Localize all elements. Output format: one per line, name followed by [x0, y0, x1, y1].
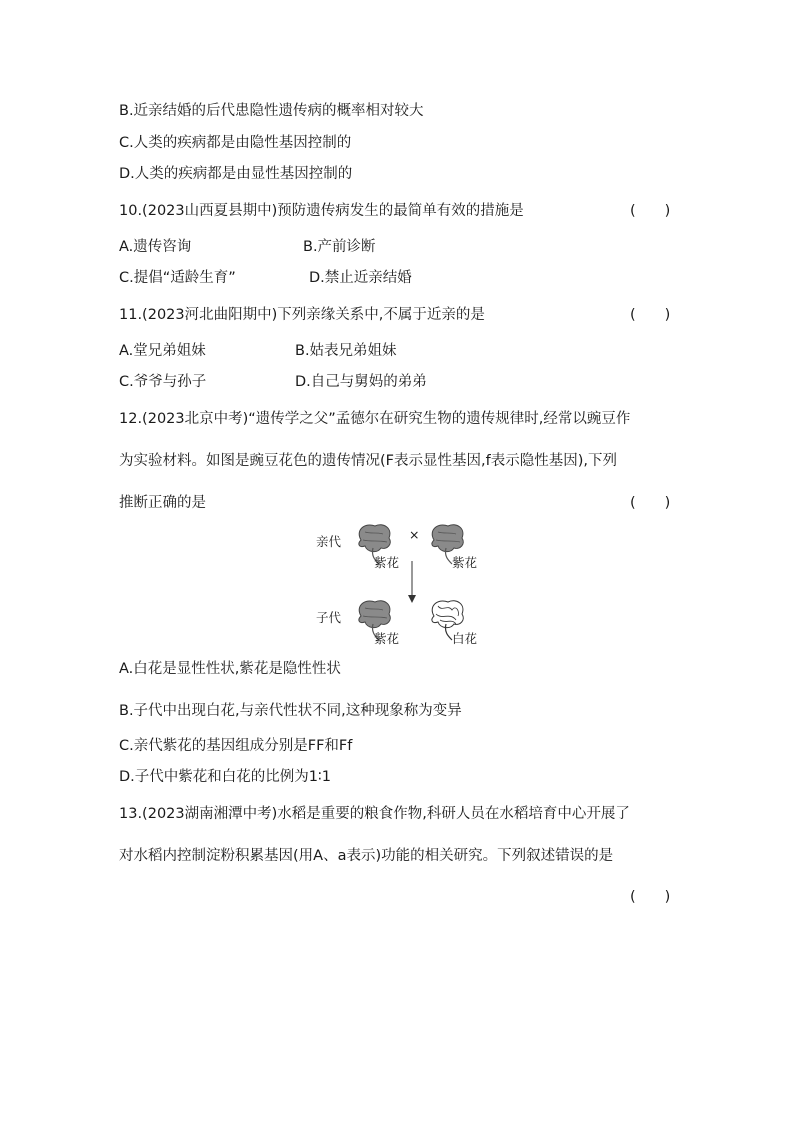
q11-option-c: C.爷爷与孙子 — [119, 374, 207, 390]
q10-option-b: B.产前诊断 — [303, 239, 376, 255]
q9-option-b: B.近亲结婚的后代患隐性遗传病的概率相对较大 — [119, 103, 424, 119]
q10-answer-paren: ( ) — [630, 203, 671, 219]
q10-option-c: C.提倡“适龄生育” — [119, 270, 236, 286]
q11-option-a: A.堂兄弟姐妹 — [119, 343, 206, 359]
q10-stem: 10.(2023山西夏县期中)预防遗传病发生的最简单有效的措施是 — [119, 203, 524, 219]
parent-flower-1-label: 紫花 — [374, 555, 400, 570]
q9-option-d: D.人类的疾病都是由显性基因控制的 — [119, 166, 353, 182]
q11-option-b: B.姑表兄弟姐妹 — [295, 343, 397, 359]
parent-flower-2-label: 紫花 — [452, 555, 478, 570]
q13-answer-paren: ( ) — [630, 889, 671, 905]
q12-option-c: C.亲代紫花的基因组成分别是FF和Ff — [119, 738, 353, 754]
down-arrow-icon — [407, 561, 417, 603]
q12-option-d: D.子代中紫花和白花的比例为1∶1 — [119, 769, 331, 785]
offspring-flower-1-label: 紫花 — [374, 631, 400, 646]
q11-stem: 11.(2023河北曲阳期中)下列亲缘关系中,不属于近亲的是 — [119, 307, 485, 323]
q12-stem-line-3: 推断正确的是 — [119, 495, 206, 511]
cross-symbol: × — [409, 527, 420, 542]
q10-option-a: A.遗传咨询 — [119, 239, 192, 255]
q12-stem-line-2: 为实验材料。如图是豌豆花色的遗传情况(F表示显性基因,f表示隐性基因),下列 — [119, 453, 617, 469]
q12-option-b: B.子代中出现白花,与亲代性状不同,这种现象称为变异 — [119, 703, 462, 719]
q11-option-d: D.自己与舅妈的弟弟 — [295, 374, 427, 390]
q12-option-a: A.白花是显性性状,紫花是隐性性状 — [119, 661, 341, 677]
q10-option-d: D.禁止近亲结婚 — [309, 270, 412, 286]
q12-stem-line-1: 12.(2023北京中考)“遗传学之父”孟德尔在研究生物的遗传规律时,经常以豌豆作 — [119, 411, 631, 427]
q13-stem-line-1: 13.(2023湖南湘潭中考)水稻是重要的粮食作物,科研人员在水稻培育中心开展了 — [119, 806, 630, 822]
q13-stem-line-2: 对水稻内控制淀粉积累基因(用A、a表示)功能的相关研究。下列叙述错误的是 — [119, 848, 614, 864]
q12-answer-paren: ( ) — [630, 495, 671, 511]
q11-answer-paren: ( ) — [630, 307, 671, 323]
parent-generation-label: 亲代 — [316, 534, 342, 549]
q9-option-c: C.人类的疾病都是由隐性基因控制的 — [119, 135, 352, 151]
offspring-flower-2-label: 白花 — [452, 631, 478, 646]
offspring-generation-label: 子代 — [316, 610, 342, 625]
